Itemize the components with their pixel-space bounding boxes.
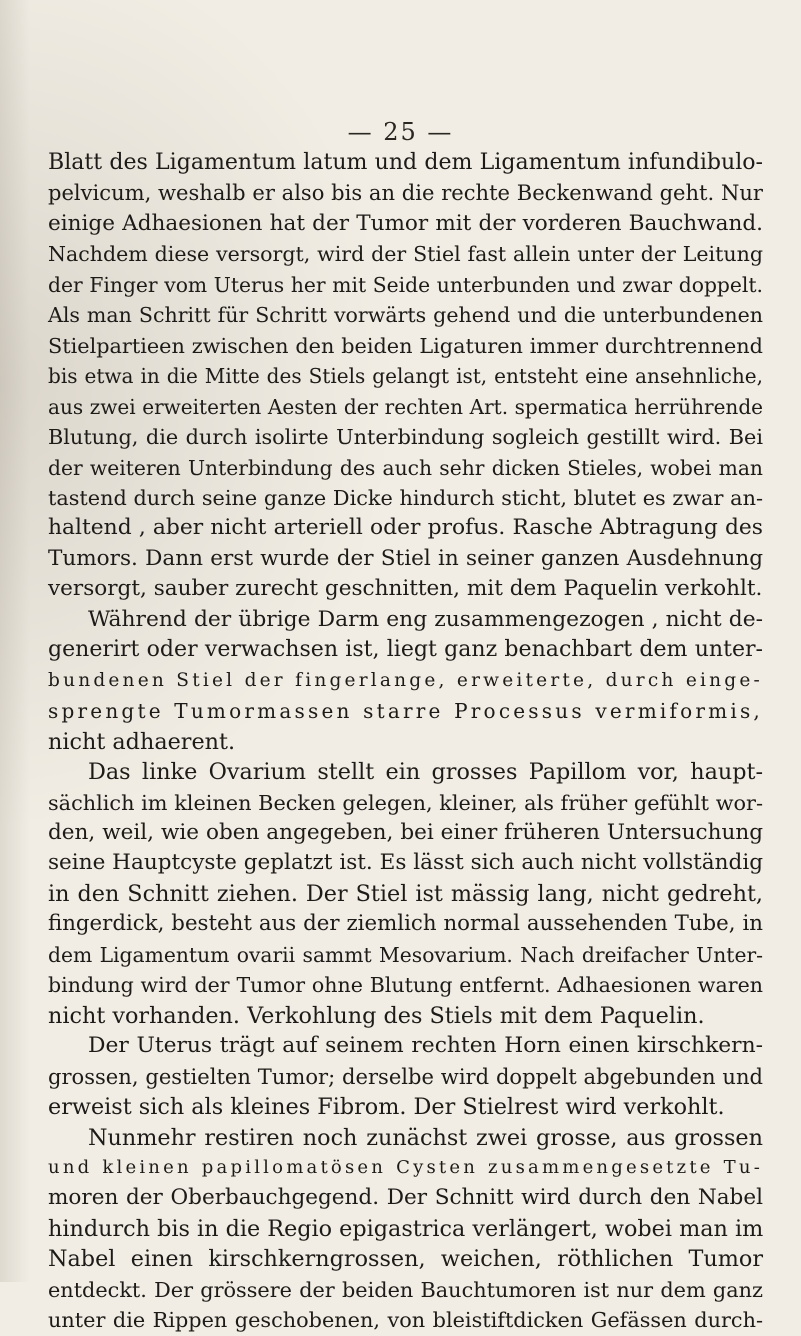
text-line: Der Uterus trägt auf seinem rechten Horn einen kirschkern- xyxy=(88,1033,763,1059)
text-line: bis etwa in die Mitte des Stiels gelangt ist, entsteht eine ansehnliche, xyxy=(48,364,763,389)
text-line: Während der übrige Darm eng zusammengezogen , nicht de- xyxy=(88,606,763,632)
text-line: seine Hauptcyste geplatzt ist. Es lässt sich auch nicht vollständig xyxy=(48,850,763,876)
text-line: bindung wird der Tumor ohne Blutung entfernt. Adhaesionen waren xyxy=(48,973,763,998)
text-line: fingerdick, besteht aus der ziemlich normal aussehenden Tube, in xyxy=(48,911,763,937)
text-line: dem Ligamentum ovarii sammt Mesovarium. Nach dreifacher Unter- xyxy=(48,942,763,967)
text-line: sprengte Tumormassen starre Processus vermiformis, xyxy=(48,699,763,724)
text-line: pelvicum, weshalb er also bis an die rechte Beckenwand geht. Nur xyxy=(48,180,763,206)
text-line: einige Adhaesionen hat der Tumor mit der vorderen Bauchwand. xyxy=(48,210,763,236)
text-line: den, weil, wie oben angegeben, bei einer früheren Untersuchung xyxy=(48,819,763,845)
text-line: Nabel einen kirschkerngrossen, weichen, röthlichen Tumor xyxy=(48,1246,763,1273)
body-text xyxy=(48,148,763,1336)
text-line: Tumors. Dann erst wurde der Stiel in seiner ganzen Ausdehnung xyxy=(48,545,763,571)
text-line: sächlich im kleinen Becken gelegen, kleiner, als früher gefühlt wor- xyxy=(48,790,763,815)
text-line: grossen, gestielten Tumor; derselbe wird doppelt abgebunden und xyxy=(48,1063,763,1089)
text-line: moren der Oberbauchgegend. Der Schnitt wird durch den Nabel xyxy=(48,1185,763,1211)
text-line: Blatt des Ligamentum latum und dem Ligamentum infundibulo- xyxy=(48,150,763,175)
text-line: bundenen Stiel der fingerlange, erweiterte, durch einge- xyxy=(48,669,763,691)
text-line: Stielpartieen zwischen den beiden Ligaturen immer durchtrennend xyxy=(48,333,763,358)
text-line: Als man Schritt für Schritt vorwärts gehend und die unterbundenen xyxy=(48,303,763,328)
text-line: aus zwei erweiterten Aesten der rechten Art. spermatica herrührende xyxy=(48,394,763,419)
text-line: tastend durch seine ganze Dicke hindurch sticht, blutet es zwar an- xyxy=(48,485,763,510)
text-line: versorgt, sauber zurecht geschnitten, mit dem Paquelin verkohlt. xyxy=(48,576,763,602)
text-line: in den Schnitt ziehen. Der Stiel ist mässig lang, nicht gedreht, xyxy=(48,880,763,907)
text-line: und kleinen papillomatösen Cysten zusammengesetzte Tu- xyxy=(48,1156,763,1178)
text-line: Blutung, die durch isolirte Unterbindung sogleich gestillt wird. Bei xyxy=(48,425,763,450)
text-line: Nunmehr restiren noch zunächst zwei grosse, aus grossen xyxy=(88,1124,763,1151)
text-line: haltend , aber nicht arteriell oder profus. Rasche Abtragung des xyxy=(48,515,763,541)
text-line: entdeckt. Der grössere der beiden Bauchtumoren ist nur dem ganz xyxy=(48,1277,763,1302)
text-line: generirt oder verwachsen ist, liegt ganz benachbart dem unter- xyxy=(48,637,763,663)
text-line: unter die Rippen geschobenen, von bleistiftdicken Gefässen durch- xyxy=(48,1308,763,1333)
text-line: Das linke Ovarium stellt ein grosses Papillom vor, haupt- xyxy=(88,759,763,786)
page-number: — 25 — xyxy=(347,118,454,146)
text-line: Nachdem diese versorgt, wird der Stiel fast allein unter der Leitung xyxy=(48,242,763,267)
text-line: erweist sich als kleines Fibrom. Der Stielrest wird verkohlt. xyxy=(48,1094,725,1121)
text-line: der weiteren Unterbindung des auch sehr dicken Stieles, wobei man xyxy=(48,455,763,480)
text-line: hindurch bis in die Regio epigastrica verlängert, wobei man im xyxy=(48,1215,764,1242)
text-line: nicht vorhanden. Verkohlung des Stiels mit dem Paquelin. xyxy=(48,1002,705,1029)
text-line: nicht adhaerent. xyxy=(48,728,236,755)
text-line: der Finger vom Uterus her mit Seide unterbunden und zwar doppelt. xyxy=(48,272,763,297)
